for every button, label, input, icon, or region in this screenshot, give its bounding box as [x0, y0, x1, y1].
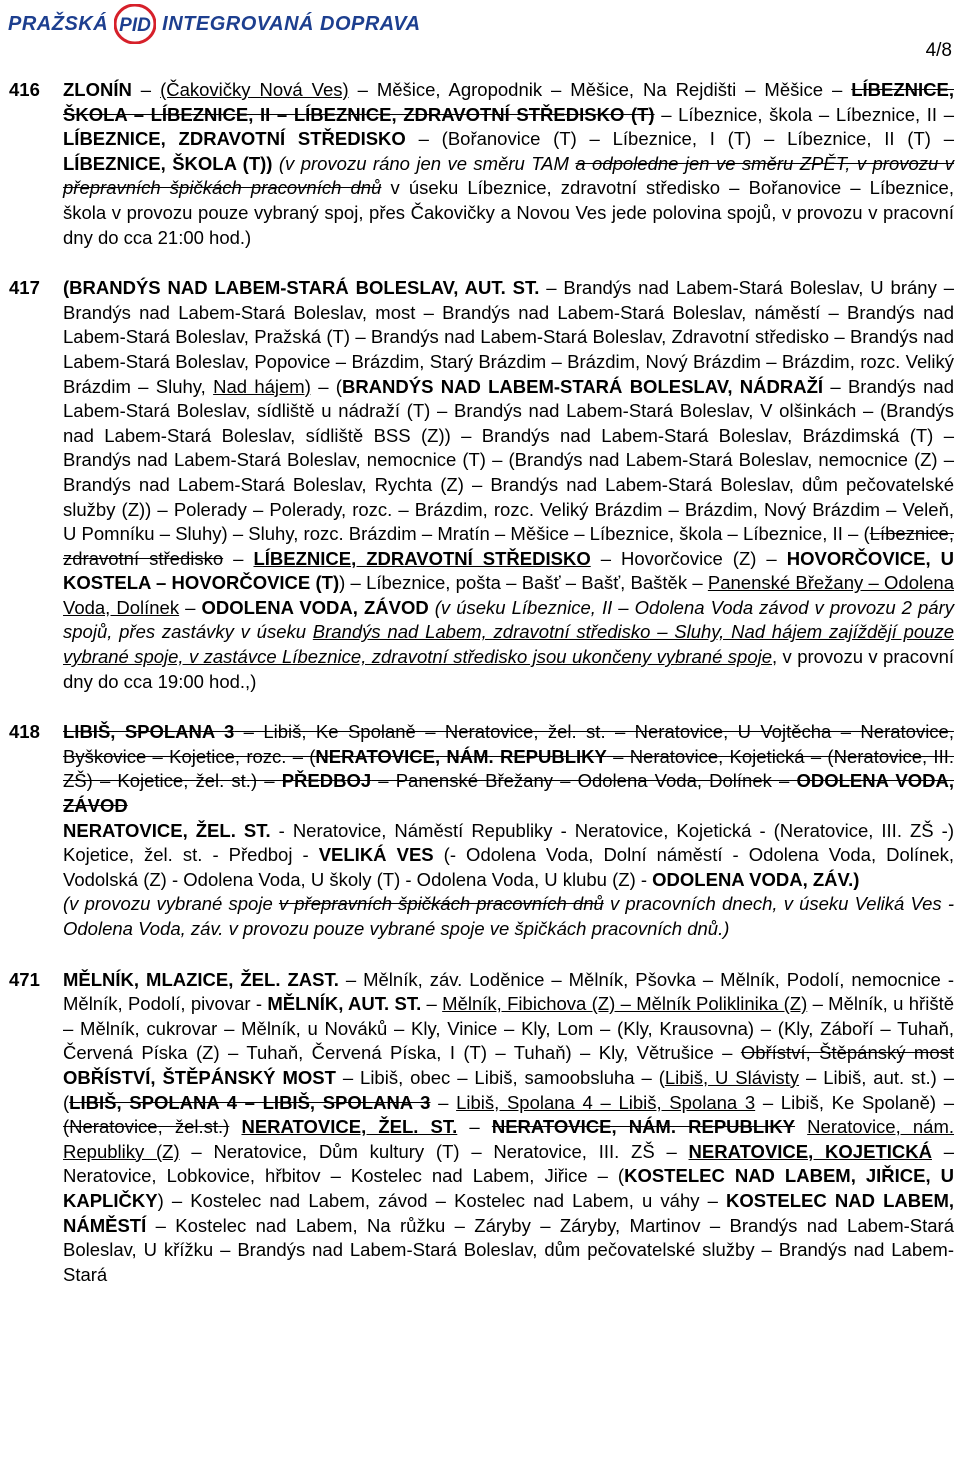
route-segment: PŘEDBOJ	[281, 770, 372, 792]
route-segment: – Libiš, obec – Libiš, samoobsluha – (	[335, 1066, 665, 1088]
route-segment: – Brandýs nad Labem-Stará Boleslav, U brány – Brandýs nad Labem-Stará Boleslav, most – Brandýs nad Labem-Stará Boleslav, náměstí – Brandýs nad Labem-Stará Boleslav, Pražská (T) – Brandýs nad Labem-Stará Boleslav, Zdravotní středisko – Brandýs nad Labem-Stará Boleslav, Popovice – Brázdim, Starý Brázdim – Brázdim, Nový Brázdim – Brázdim, rozc. Veliký Brázdim – Sluhy,	[63, 277, 954, 397]
route-segment: LÍBEZNICE, ŠKOLA – LÍBEZNICE, II – LÍBEZNICE, ZDRAVOTNÍ STŘEDISKO (T)	[63, 79, 954, 125]
route-segment: (v provozu ráno jen ve směru TAM	[278, 152, 576, 174]
route-segment: Panenské Břežany – Odolena Voda, Dolínek	[63, 572, 954, 618]
route-segment: – (	[310, 375, 342, 397]
route-description	[63, 78, 954, 250]
route-segment: – (Bořanovice (T) – Líbeznice, I (T) – Líbeznice, II (T) –	[405, 128, 954, 150]
route-segment: (v úseku Líbeznice, II – Odolena Voda závod v provozu 2 páry spojů, přes zastávky v úseku	[63, 596, 954, 643]
route-description	[63, 968, 954, 1288]
route-segment: Brandýs nad Labem, zdravotní středisko – Sluhy, Nad hájem zajíždějí pouze vybrané spoje, v zastávce Líbeznice, zdravotní středisko jsou ukončeny vybrané spoje	[63, 621, 954, 668]
route-segment: – Panenské Břežany – Odolena Voda, Dolínek –	[371, 770, 797, 792]
route-segment: Neratovice, nám. Republiky (Z)	[63, 1116, 955, 1162]
route-number: 418	[9, 721, 40, 743]
route-segment: (v provozu vybrané spoje	[63, 893, 279, 915]
route-segment: – Libiš, aut. st.) – (	[63, 1066, 955, 1113]
route-segment: BRANDÝS NAD LABEM-STARÁ BOLESLAV, NÁDRAŽÍ	[341, 375, 824, 397]
route-segment: Libiš, Spolana 4 – Libiš, Spolana 3	[456, 1091, 756, 1113]
pid-logo	[8, 4, 421, 44]
route-segment: Nad hájem)	[213, 375, 311, 397]
route-segment: ODOLENA VODA, ZÁVOD	[63, 770, 954, 817]
route-entry	[0, 720, 960, 941]
route-segment: NERATOVICE, NÁM. REPUBLIKY	[491, 1116, 796, 1138]
route-segment: – Brandýs nad Labem-Stará Boleslav, sídliště u nádraží (T) – Brandýs nad Labem-Stará Boleslav, V olšinkách – (Brandýs nad Labem-Stará Boleslav, sídliště BSS (Z)) – Brandýs nad Labem-Stará Boleslav, Brázdimská (T) – Brandýs nad Labem-Stará Boleslav, nemocnice (T) – (Brandýs nad Labem-Stará Boleslav, nemocnice (Z) – Brandýs nad Labem-Stará Boleslav, Rychta (Z) – Brandýs nad Labem-Stará Boleslav, dům pečovatelské služby (Z)) – Polerady – Polerady, rozc. – Brázdim, rozc. Veliký Brázdim – Brázdim, Nový Brázdim – Veleň, U Pomníku – Sluhy) – Sluhy, rozc. Brázdim – Mratín – Měšice – Líbeznice, škola – Líbeznice, II – (	[63, 375, 954, 545]
route-segment: NERATOVICE, ŽEL. ST.	[241, 1116, 458, 1138]
route-segment: –	[457, 1116, 492, 1138]
route-number: 416	[9, 79, 40, 100]
route-segment: –	[131, 79, 161, 100]
route-segment: (BRANDÝS NAD LABEM-STARÁ BOLESLAV, AUT. ST.	[63, 277, 540, 299]
route-entry	[0, 968, 960, 1288]
route-segment: – Neratovice, Lobkovice, hřbitov – Kostelec nad Labem, Jiřice – (	[63, 1140, 955, 1187]
route-segment: MĚLNÍK, MLAZICE, ŽEL. ZAST.	[63, 968, 339, 990]
logo-mark-text: PID	[119, 15, 152, 36]
logo-text-right: INTEGROVANÁ DOPRAVA	[162, 12, 421, 35]
route-segment: - Neratovice, Náměstí Republiky - Neratovice, Kojetická - (Neratovice, III. ZŠ -) Kojetice, žel. st. - Předboj -	[63, 819, 954, 866]
route-segment: LIBIŠ, SPOLANA 3	[63, 721, 235, 743]
page-header	[0, 0, 960, 61]
route-segment: LÍBEZNICE, ŠKOLA (T))	[63, 152, 273, 174]
route-segment: v pracovních dnech, v úseku Veliká Ves - Odolena Voda, záv. v provozu pouze vybrané spoje ve špičkách pracovních dnů.)	[63, 893, 954, 939]
route-description	[63, 720, 954, 941]
route-segment: – Mělník, záv. Loděnice – Mělník, Pšovka – Mělník, Podolí, nemocnice - Mělník, Podolí, pivovar -	[63, 968, 954, 1015]
route-segment: – Mělník, u hřiště – Mělník, cukrovar – Mělník, u Nováků – Kly, Vinice – Kly, Lom – (Kly, Krausovna) – (Kly, Záboří – Tuhaň, Červená Píska (Z) – Tuhaň, Červená Píska, I (T) – Tuhaň) – Kly, Větrušice –	[63, 993, 954, 1064]
route-segment: –	[223, 547, 254, 569]
route-segment: –	[421, 993, 443, 1015]
route-segment: – Neratovice, Kojetická – (Neratovice, III. ZŠ) – Kojetice, žel. st.) –	[63, 745, 954, 792]
route-segment: HOVORČOVICE, U KOSTELA – HOVORČOVICE (T)	[63, 547, 955, 594]
route-segment: – Hovorčovice (Z) –	[590, 547, 787, 569]
route-segment: ) – Líbeznice, pošta – Bašť – Bašť, Baštěk –	[339, 572, 708, 594]
route-segment: (Čakovičky	[160, 79, 251, 100]
route-segment	[229, 1116, 241, 1137]
route-segment: –	[179, 596, 202, 618]
route-segment: v úseku Líbeznice, zdravotní středisko – Bořanovice – Líbeznice, škola v provozu pouze vybraný spoj, přes Čakovičky a Novou Ves jede polovina spojů, v provozu v pracovní dny do cca 21:00 hod.)	[63, 177, 954, 248]
route-segment: –	[430, 1091, 457, 1113]
route-segment: KOSTELEC NAD LABEM, JIŘICE, U KAPLIČKY	[63, 1165, 954, 1211]
route-segment: – Měšice, Agropodnik – Měšice, Na Rejdišti – Měšice –	[348, 79, 852, 100]
route-segment: (Neratovice, žel.st.)	[63, 1116, 230, 1138]
logo-text-left: PRAŽSKÁ	[8, 12, 109, 35]
route-segment: KOSTELEC NAD LABEM, NÁMĚSTÍ	[63, 1189, 955, 1236]
route-segment: Nová Ves)	[250, 79, 349, 100]
route-segment: Líbeznice, zdravotní středisko	[63, 523, 954, 569]
route-segment: ZLONÍN	[63, 79, 132, 100]
page-number: 4/8	[925, 40, 952, 61]
route-list	[0, 78, 960, 1313]
route-entry	[0, 78, 960, 250]
route-entry	[0, 276, 960, 694]
route-number: 417	[9, 277, 40, 299]
route-segment: – Kostelec nad Labem, Na růžku – Záryby – Záryby, Martinov – Brandýs nad Labem-Stará Boleslav, U křížku – Brandýs nad Labem-Stará Boleslav, dům pečovatelské služby – Brandýs nad Labem-Stará	[63, 1214, 954, 1285]
route-segment: , v provozu v pracovní dny do cca 19:00 hod.,)	[63, 646, 955, 692]
route-segment: ODOLENA VODA, ZÁV.)	[652, 868, 860, 890]
route-segment: – Líbeznice, škola – Líbeznice, II –	[654, 103, 954, 125]
route-segment: ) – Kostelec nad Labem, závod – Kostelec nad Labem, u váhy –	[157, 1189, 727, 1211]
route-segment: Obříství, Štěpánský most	[740, 1042, 955, 1064]
route-segment: MĚLNÍK, AUT. ST.	[267, 993, 422, 1015]
route-segment: – Libiš, Ke Spolaně) –	[755, 1091, 954, 1113]
route-segment	[795, 1116, 807, 1137]
route-segment: v přepravních špičkách pracovních dnů	[278, 893, 604, 915]
route-segment: (- Odolena Voda, Dolní náměstí - Odolena Voda, Dolínek, Vodolská (Z) - Odolena Voda, U školy (T) - Odolena Voda, U klubu (Z) -	[63, 844, 955, 890]
route-segment: a odpoledne jen ve směru ZPĚT, v provozu v přepravních špičkách pracovních dnů	[63, 152, 955, 199]
route-segment: ODOLENA VODA, ZÁVOD	[201, 596, 429, 618]
route-segment: LÍBEZNICE, ZDRAVOTNÍ STŘEDISKO	[253, 547, 591, 569]
route-segment: NERATOVICE, NÁM. REPUBLIKY	[315, 745, 607, 767]
route-segment: NERATOVICE, ŽEL. ST.	[63, 819, 271, 841]
route-segment: LÍBEZNICE, ZDRAVOTNÍ STŘEDISKO	[63, 128, 406, 150]
route-segment: NERATOVICE, KOJETICKÁ	[688, 1140, 932, 1162]
route-segment: – Libiš, Ke Spolaně – Neratovice, žel. st. – Neratovice, U Vojtěcha – Neratovice, Byškovice – Kojetice, rozc. – (	[63, 721, 954, 767]
route-segment: Libiš, U Slávisty	[664, 1066, 800, 1088]
route-segment: – Neratovice, Dům kultury (T) – Neratovice, III. ZŠ –	[179, 1140, 689, 1162]
route-segment: LIBIŠ, SPOLANA 4 – LIBIŠ, SPOLANA 3	[69, 1091, 431, 1113]
route-segment: OBŘÍSTVÍ, ŠTĚPÁNSKÝ MOST	[63, 1066, 336, 1088]
route-number: 471	[9, 968, 40, 990]
route-segment: Mělník, Fibichova (Z) – Mělník Poliklinika (Z)	[442, 993, 808, 1015]
route-description	[63, 276, 954, 694]
route-segment: VELIKÁ VES	[318, 844, 434, 866]
pid-logo-icon	[114, 4, 156, 44]
